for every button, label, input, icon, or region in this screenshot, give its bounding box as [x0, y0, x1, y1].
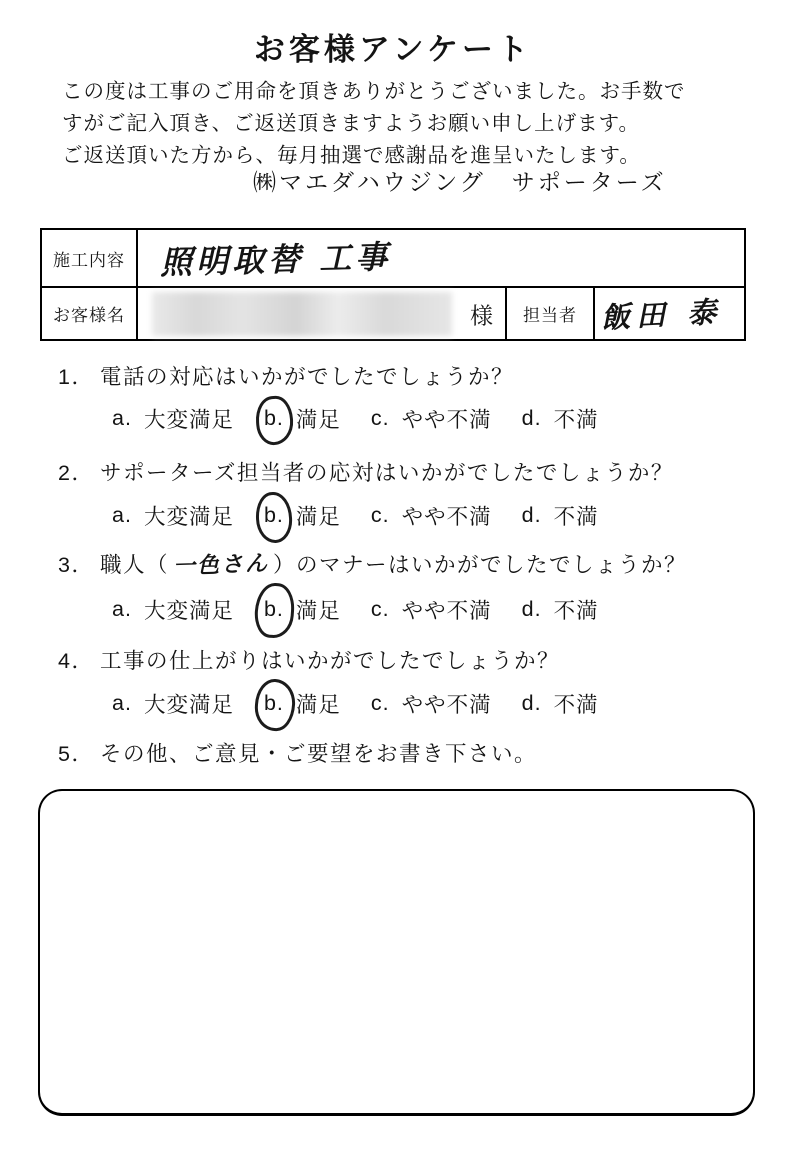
option-c-key: c.	[370, 406, 390, 430]
option-a	[112, 594, 234, 625]
option-c-label: やや不満	[401, 408, 492, 432]
question-5-number: 5．	[58, 742, 95, 766]
question-1	[58, 360, 514, 391]
option-b-label: 満足	[295, 599, 341, 623]
question-2-options	[112, 500, 599, 531]
option-a-key: a.	[112, 503, 132, 527]
question-3-prefix: 職人（	[100, 553, 170, 577]
option-a-label: 大変満足	[143, 693, 234, 717]
question-1-text: 電話の対応はいかがでしたでしょうか？	[100, 365, 515, 389]
customer-suffix: 様	[470, 302, 493, 328]
option-a	[112, 500, 234, 531]
question-3-options	[112, 594, 599, 625]
question-3-suffix: ）のマナーはいかがでしたでしょうか？	[273, 553, 688, 577]
selection-circle-q4: b.	[263, 691, 284, 715]
question-3	[58, 548, 687, 579]
option-b-selected	[264, 594, 341, 625]
info-table	[40, 228, 746, 341]
option-a-label: 大変満足	[143, 599, 234, 623]
option-a-label: 大変満足	[143, 505, 234, 529]
question-2-number: 2．	[58, 461, 95, 485]
intro-paragraph	[62, 76, 762, 172]
question-4-options	[112, 688, 599, 719]
option-a-key: a.	[112, 691, 132, 715]
comments-box	[38, 789, 755, 1116]
option-c-label: やや不満	[401, 599, 492, 623]
option-b-selected	[264, 500, 341, 531]
option-c-key: c.	[370, 691, 390, 715]
option-c-label: やや不満	[401, 505, 492, 529]
staff-signature-handwriting: 飯田 泰	[600, 294, 723, 335]
customer-name-cell	[137, 287, 506, 340]
option-d-key: d.	[521, 503, 542, 527]
question-2	[58, 456, 674, 487]
question-5	[58, 737, 537, 768]
option-b-selected	[264, 688, 341, 719]
option-b-selected	[264, 403, 341, 434]
staff-label: 担当者	[506, 287, 594, 340]
construction-value-handwriting: 照明取替 工事	[159, 237, 392, 282]
option-a-key: a.	[112, 406, 132, 430]
question-4	[58, 644, 560, 675]
company-name: ㈱マエダハウジング サポーターズ	[253, 169, 667, 195]
intro-line-1: この度は工事のご用命を頂きありがとうございました。お手数で	[62, 80, 686, 103]
page-title: お客様アンケート	[253, 32, 533, 67]
option-d-label: 不満	[553, 408, 599, 432]
construction-value-cell	[137, 229, 745, 287]
option-d-key: d.	[521, 597, 542, 621]
option-d	[522, 403, 599, 434]
option-d-key: d.	[521, 406, 542, 430]
option-c-label: やや不満	[401, 693, 492, 717]
question-1-number: 1．	[58, 365, 95, 389]
selection-circle-q1: b.	[263, 406, 284, 430]
option-a-key: a.	[112, 597, 132, 621]
option-a	[112, 688, 234, 719]
option-d	[522, 500, 599, 531]
option-d-label: 不満	[553, 505, 599, 529]
option-c-key: c.	[370, 503, 390, 527]
question-3-number: 3．	[58, 553, 95, 577]
option-c	[371, 500, 492, 531]
option-d-key: d.	[521, 691, 542, 715]
option-d-label: 不満	[553, 599, 599, 623]
craftsman-name-handwriting: 一色さん	[172, 550, 270, 580]
question-4-text: 工事の仕上がりはいかがでしたでしょうか？	[100, 649, 561, 673]
option-a	[112, 403, 234, 434]
option-d	[522, 688, 599, 719]
staff-signature-cell	[594, 287, 745, 340]
option-b-label: 満足	[295, 693, 341, 717]
option-b-label: 満足	[295, 505, 341, 529]
customer-label: お客様名	[41, 287, 137, 340]
intro-line-3: ご返送頂いた方から、毎月抽選で感謝品を進呈いたします。	[62, 144, 641, 167]
option-d-label: 不満	[553, 693, 599, 717]
intro-line-2: すがご記入頂き、ご返送頂きますようお願い申し上げます。	[62, 112, 641, 135]
option-d	[522, 594, 599, 625]
question-5-text: その他、ご意見・ご要望をお書き下さい。	[100, 742, 538, 766]
selection-circle-q2: b.	[263, 503, 284, 527]
selection-circle-q3: b.	[263, 597, 284, 621]
option-c	[371, 594, 492, 625]
question-2-text: サポーターズ担当者の応対はいかがでしたでしょうか？	[100, 461, 674, 485]
option-b-label: 満足	[295, 408, 341, 432]
question-4-number: 4．	[58, 649, 95, 673]
option-c-key: c.	[370, 597, 390, 621]
option-c	[371, 403, 492, 434]
customer-name-redacted-blur	[152, 292, 452, 336]
question-1-options	[112, 403, 599, 434]
construction-label: 施工内容	[41, 229, 137, 287]
option-c	[371, 688, 492, 719]
option-a-label: 大変満足	[143, 408, 234, 432]
